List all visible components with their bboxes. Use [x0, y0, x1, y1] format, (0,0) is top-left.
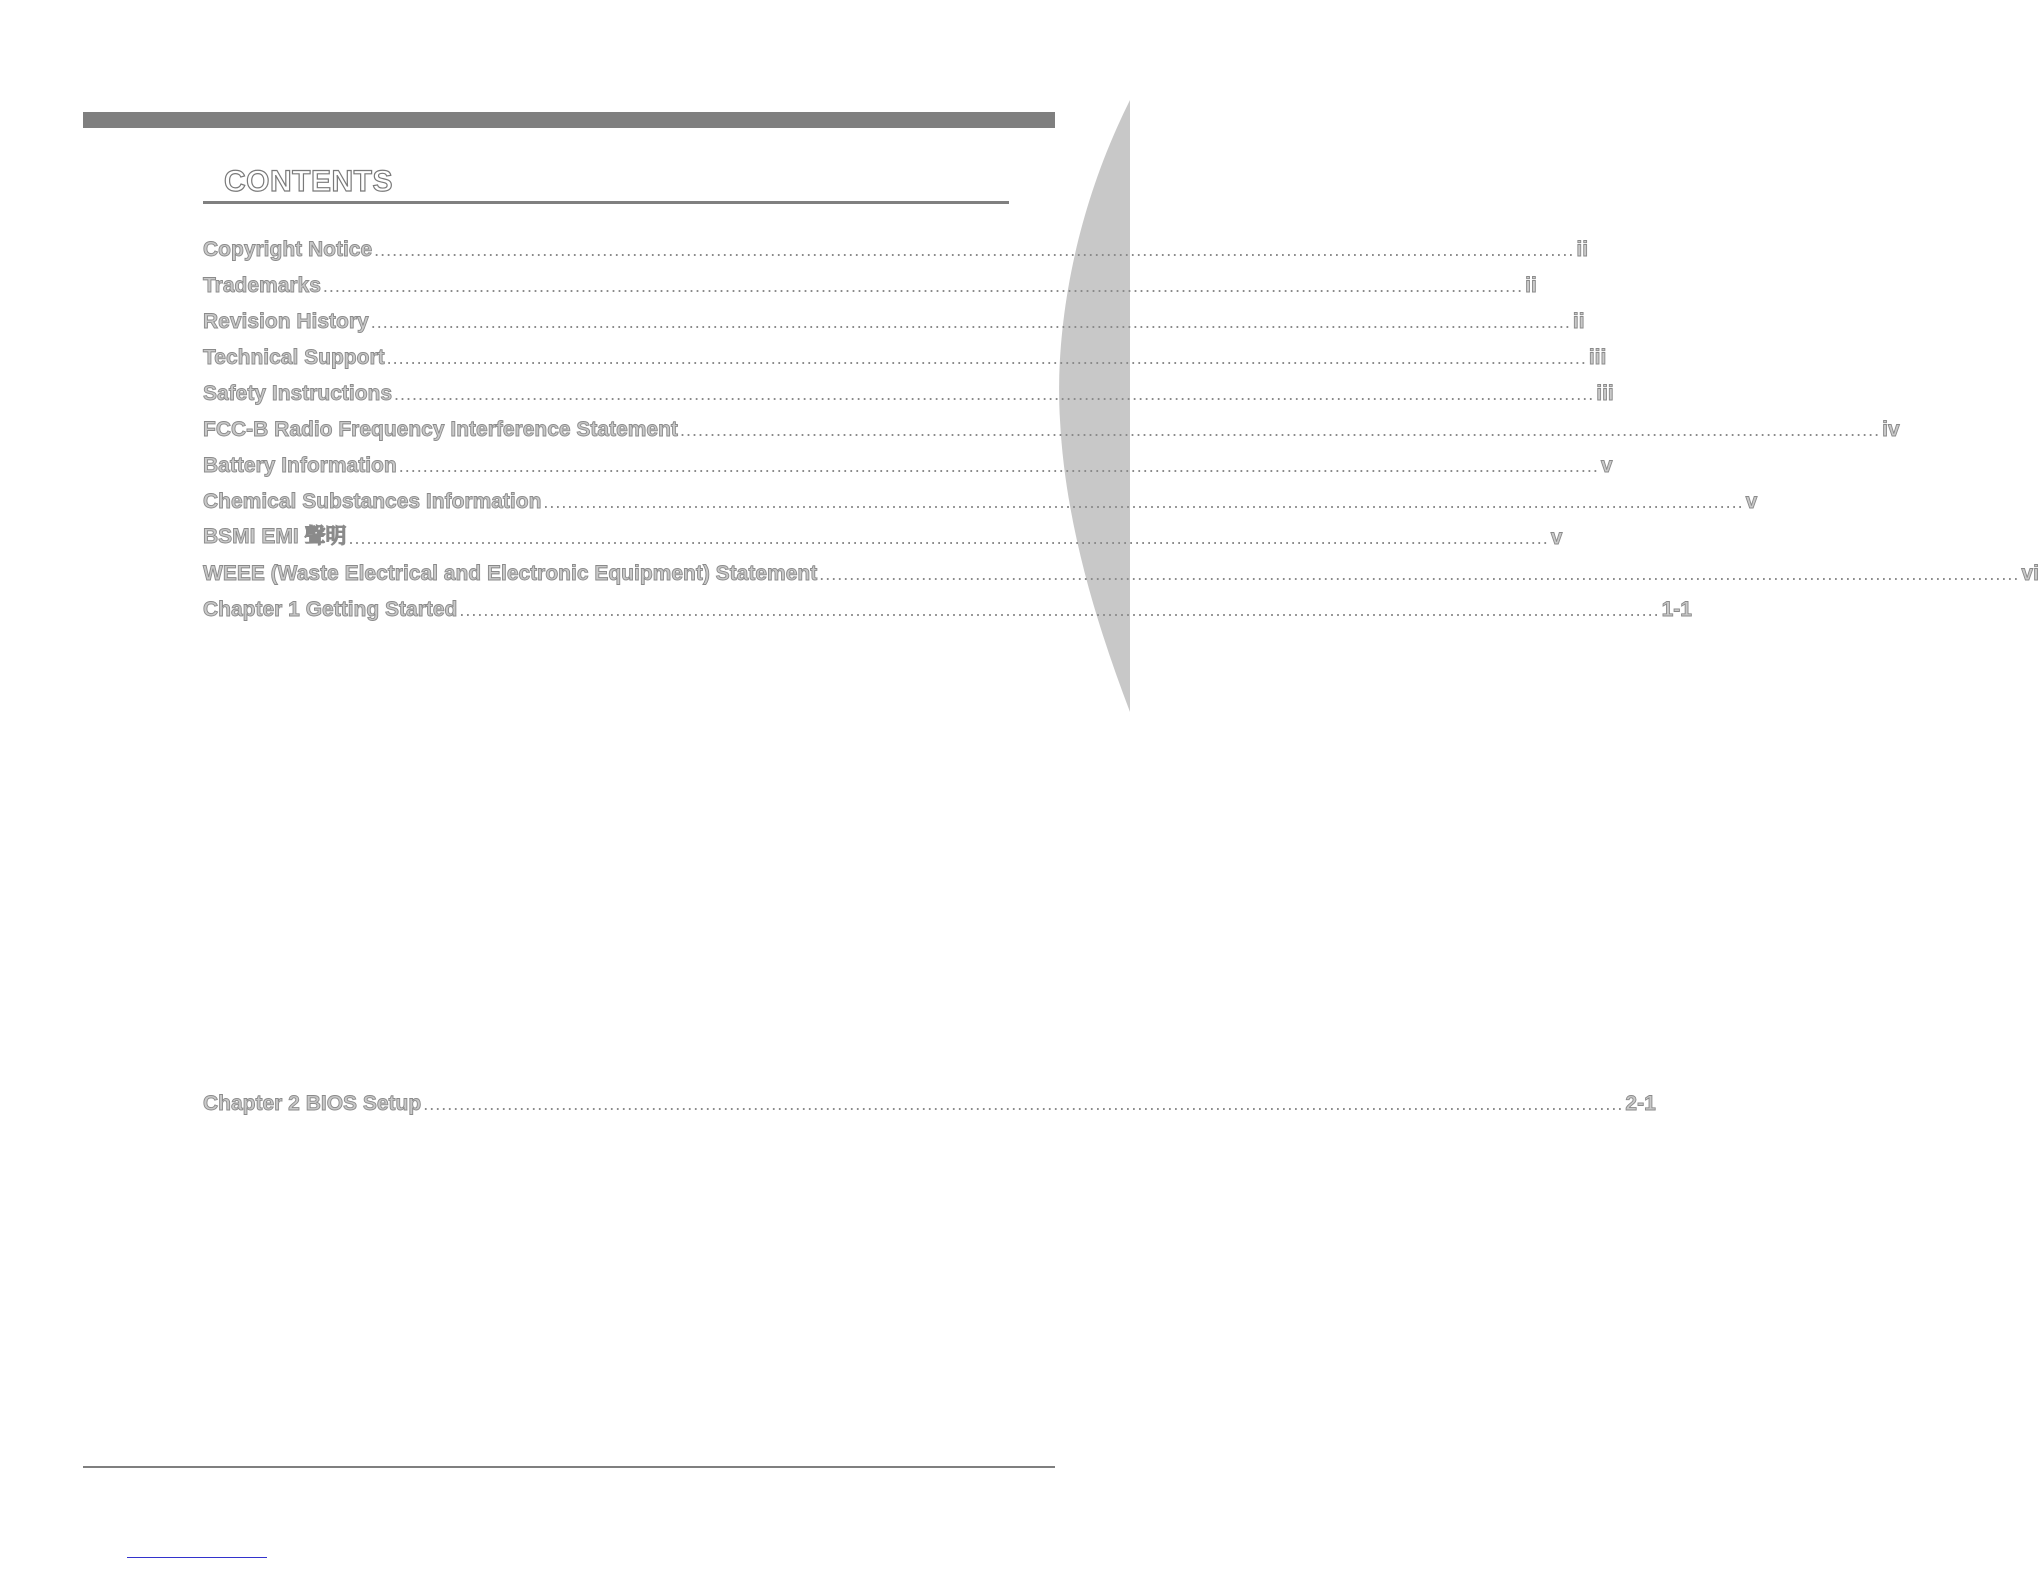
toc-entry[interactable]: [203, 340, 1607, 370]
toc-entry[interactable]: [203, 304, 1585, 334]
footer-divider: [83, 1466, 1055, 1468]
toc-entry[interactable]: [203, 520, 1563, 550]
toc-entry-page: vi: [2021, 562, 2039, 585]
toc-dot-leader: ........................................................................................................................................................................................................: [423, 1094, 1624, 1114]
toc-entry-page: ii: [1572, 310, 1585, 333]
toc-dot-leader: ........................................................................................................................................................................................................: [322, 276, 1524, 296]
toc-entry[interactable]: [203, 376, 1614, 406]
toc-entry-label: Safety Instructions: [203, 382, 393, 405]
toc-dot-leader: ........................................................................................................................................................................................................: [374, 240, 1575, 260]
toc-entry-page: 2-1: [1625, 1092, 1656, 1115]
toc-dot-leader: ........................................................................................................................................................................................................: [543, 492, 1744, 512]
toc-entry-page: v: [1745, 490, 1758, 513]
toc-entry-label: Revision History: [203, 310, 369, 333]
toc-entry[interactable]: [203, 268, 1537, 298]
toc-dot-leader: ........................................................................................................................................................................................................: [386, 348, 1587, 368]
title-divider: [203, 201, 1009, 204]
toc-entry-label: FCC-B Radio Frequency Interference Statement: [203, 418, 678, 441]
toc-entry-label: Chapter 1 Getting Started: [203, 598, 458, 621]
page-title: CONTENTS: [224, 165, 393, 198]
toc-entry-label: Chapter 2 BIOS Setup: [203, 1092, 422, 1115]
toc-dot-leader: ........................................................................................................................................................................................................: [394, 384, 1595, 404]
header-bar: [83, 112, 1055, 128]
footer-link-underline: [127, 1557, 267, 1558]
toc-entry-label: Technical Support: [203, 346, 385, 369]
toc-dot-leader: ........................................................................................................................................................................................................: [370, 312, 1571, 332]
toc-entry-label: Chemical Substances Information: [203, 490, 542, 513]
toc-entry-page: v: [1600, 454, 1613, 477]
toc-entry[interactable]: [203, 484, 1758, 514]
toc-entry-label: Trademarks: [203, 274, 321, 297]
toc-entry[interactable]: [203, 232, 1589, 262]
toc-entry-chapter-2[interactable]: [203, 1086, 1656, 1116]
toc-entry-label: WEEE (Waste Electrical and Electronic Equipment) Statement: [203, 562, 818, 585]
toc-dot-leader: ........................................................................................................................................................................................................: [348, 528, 1549, 548]
toc-entry-page: ii: [1525, 274, 1537, 297]
toc-entry-page: ii: [1576, 238, 1589, 261]
toc-dot-leader: ........................................................................................................................................................................................................: [679, 420, 1881, 440]
toc-dot-leader: ........................................................................................................................................................................................................: [459, 600, 1660, 620]
toc-entry-chapter-1[interactable]: [203, 592, 1692, 622]
toc-entry-label: Battery Information: [203, 454, 397, 477]
toc-entry[interactable]: [203, 556, 2039, 586]
toc-entry-page: iii: [1588, 346, 1607, 369]
toc-dot-leader: ........................................................................................................................................................................................................: [819, 564, 2020, 584]
toc-entry-page: iv: [1882, 418, 1900, 441]
toc-entry-page: iii: [1596, 382, 1614, 405]
toc-dot-leader: ........................................................................................................................................................................................................: [398, 456, 1599, 476]
toc-entry[interactable]: [203, 448, 1613, 478]
toc-entry-page: 1-1: [1661, 598, 1692, 621]
toc-entry-page: v: [1550, 526, 1563, 549]
toc-entry-label: Copyright Notice: [203, 238, 373, 261]
toc-entry-label: BSMI EMI 聲明: [203, 525, 347, 548]
toc-entry[interactable]: [203, 412, 1900, 442]
